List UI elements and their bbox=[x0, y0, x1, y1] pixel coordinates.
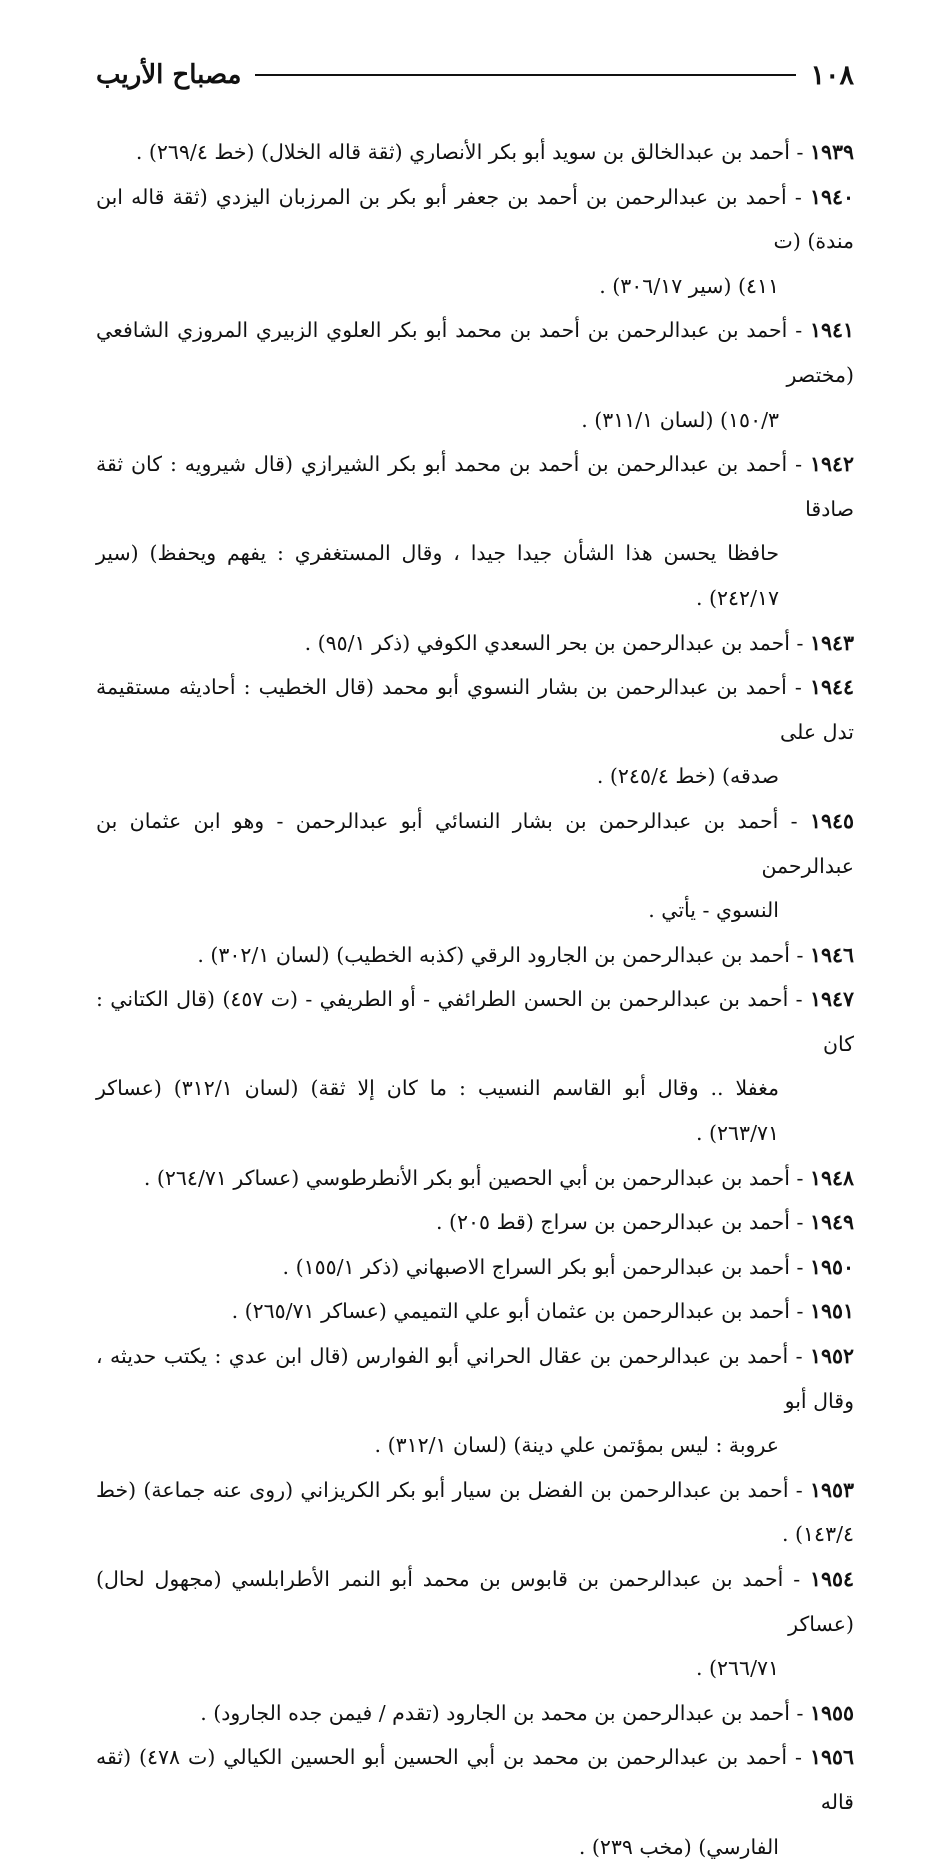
entry-number: ١٩٥٦ bbox=[809, 1745, 854, 1770]
entry-dash: - bbox=[789, 1165, 810, 1190]
entry-number: ١٩٥٤ bbox=[809, 1567, 854, 1591]
entry bbox=[96, 1557, 854, 1691]
entry-dash: - bbox=[787, 318, 810, 343]
entry bbox=[96, 442, 854, 620]
entry-dash: - bbox=[788, 987, 810, 1012]
entry-dash: - bbox=[787, 1745, 810, 1770]
page-number: ١٠٨ bbox=[810, 59, 854, 91]
entry-text: أحمد بن عبدالرحمن بن أحمد بن محمد أبو بكر العلوي الزبيري المروزي الشافعي (مختصر bbox=[96, 318, 854, 387]
page-header bbox=[96, 52, 854, 98]
entry-continuation: الفارسي) (مخب ٢٣٩) . bbox=[578, 1834, 779, 1859]
entry-text: أحمد بن عبدالرحمن بن الفضل بن سيار أبو بكر الكريزاني (روى عنه جماعة) (خط ١٤٣/٤) . bbox=[96, 1477, 854, 1547]
entry bbox=[96, 1245, 854, 1290]
entry-text: أحمد بن عبدالرحمن أبو بكر السراج الاصبهاني (ذكر ١٥٥/١) . bbox=[282, 1254, 790, 1279]
entry bbox=[96, 977, 854, 1155]
entry bbox=[96, 130, 854, 175]
entry-text: أحمد بن عبدالرحمن بن سراج (قط ٢٠٥) . bbox=[435, 1210, 790, 1235]
entry-continuation: عروبة : ليس بمؤتمن علي دينة) (لسان ٣١٢/١) . bbox=[374, 1433, 779, 1458]
entry-text: أحمد بن عبدالرحمن بن محمد بن أبي الحسين أبو الحسين الكيالي (ت ٤٧٨) (ثقه قاله bbox=[96, 1745, 854, 1814]
entry-number: ١٩٥٠ bbox=[809, 1254, 854, 1279]
entry bbox=[96, 1200, 854, 1245]
entry-continuation: صدقه) (خط ٢٤٥/٤) . bbox=[596, 764, 779, 789]
entry bbox=[96, 665, 854, 799]
entry-number: ١٩٤٠ bbox=[809, 184, 854, 209]
entry-dash: - bbox=[789, 1700, 810, 1725]
entry-dash: - bbox=[787, 452, 810, 477]
entry-text: أحمد بن عبدالرحمن بن عثمان أبو علي التميمي (عساكر ٢٦٥/٧١) . bbox=[231, 1299, 790, 1324]
entry-text: أحمد بن عبدالرحمن بن بشار النسوي أبو محمد (قال الخطيب : أحاديثه مستقيمة تدل على bbox=[96, 675, 854, 744]
entry-number: ١٩٣٩ bbox=[809, 140, 854, 164]
entry-number: ١٩٤٢ bbox=[809, 452, 854, 477]
entry bbox=[96, 175, 854, 309]
entry-continuation: ١٥٠/٣) (لسان ٣١١/١) . bbox=[581, 407, 779, 432]
entry-dash: - bbox=[788, 1477, 810, 1502]
entry-number: ١٩٤٦ bbox=[809, 942, 854, 967]
entry bbox=[96, 799, 854, 933]
entry-dash: - bbox=[789, 1299, 810, 1324]
entry-continuation: مغفلا .. وقال أبو القاسم النسيب : ما كان إلا ثقة) (لسان ٣١٢/١) (عساكر ٢٦٣/٧١) . bbox=[96, 1076, 779, 1146]
entry bbox=[96, 1156, 854, 1201]
entry bbox=[96, 1691, 854, 1736]
entry-number: ١٩٤٩ bbox=[809, 1210, 854, 1235]
entry bbox=[96, 308, 854, 442]
entry-number: ١٩٥٣ bbox=[809, 1477, 854, 1502]
entry-text: أحمد بن عبدالرحمن بن أحمد بن محمد أبو بكر الشيرازي (قال شيرويه : كان ثقة صادقا bbox=[96, 452, 854, 521]
entry-number: ١٩٤٧ bbox=[809, 987, 854, 1012]
entry-list bbox=[96, 130, 854, 1869]
entry-number: ١٩٥٢ bbox=[809, 1344, 854, 1369]
entry-dash: - bbox=[788, 1344, 810, 1369]
entry-number: ١٩٤٥ bbox=[809, 808, 854, 833]
entry-continuation: النسوي - يأتي . bbox=[648, 898, 779, 923]
entry-continuation: حافظا يحسن هذا الشأن جيدا جيدا ، وقال المستغفري : يفهم ويحفظ) (سير ٢٤٢/١٧) . bbox=[96, 541, 779, 610]
entry-number: ١٩٤٤ bbox=[809, 675, 854, 700]
entry-dash: - bbox=[786, 184, 810, 209]
entry bbox=[96, 1468, 854, 1557]
entry-dash: - bbox=[789, 630, 810, 655]
entry-text: أحمد بن عبدالرحمن بن بشار النسائي أبو عبدالرحمن - وهو ابن عثمان بن عبدالرحمن bbox=[96, 808, 854, 878]
entry-text: أحمد بن عبدالرحمن بن الحسن الطرائفي - أو الطريفي - (ت ٤٥٧) (قال الكتاني : كان bbox=[96, 987, 854, 1056]
entry bbox=[96, 1735, 854, 1869]
entry-text: أحمد بن عبدالرحمن بن محمد بن الجارود (تقدم / فيمن جده الجارود) . bbox=[200, 1700, 790, 1725]
entry-number: ١٩٤١ bbox=[809, 318, 854, 343]
entry bbox=[96, 621, 854, 666]
entry-text: أحمد بن عبدالرحمن بن بحر السعدي الكوفي (ذكر ٩٥/١) . bbox=[304, 630, 790, 655]
entry-dash: - bbox=[789, 1210, 810, 1235]
entry-text: أحمد بن عبدالرحمن بن أبي الحصين أبو بكر الأنطرطوسي (عساكر ٢٦٤/٧١) . bbox=[143, 1165, 790, 1190]
entry-text: أحمد بن عبدالخالق بن سويد أبو بكر الأنصاري (ثقة قاله الخلال) (خط ٢٦٩/٤) . bbox=[135, 140, 790, 164]
entry-number: ١٩٥٥ bbox=[809, 1700, 854, 1725]
entry-dash: - bbox=[789, 942, 810, 967]
entry-number: ١٩٤٣ bbox=[809, 630, 854, 655]
entry-text: أحمد بن عبدالرحمن بن أحمد بن جعفر أبو بكر بن المرزبان اليزدي (ثقة قاله ابن مندة) (ت bbox=[96, 184, 854, 254]
entry-number: ١٩٤٨ bbox=[809, 1165, 854, 1190]
entry-dash: - bbox=[786, 675, 810, 700]
entry-text: أحمد بن عبدالرحمن بن الجارود الرقي (كذبه الخطيب) (لسان ٣٠٢/١) . bbox=[197, 942, 790, 967]
entry-continuation: ٢٦٦/٧١) . bbox=[696, 1656, 779, 1681]
entry-continuation: ٤١١) (سير ٣٠٦/١٧) . bbox=[599, 273, 779, 298]
entry-dash: - bbox=[783, 1567, 810, 1591]
entry-number: ١٩٥١ bbox=[809, 1299, 854, 1324]
entry-text: أحمد بن عبدالرحمن بن عقال الحراني أبو الفوارس (قال ابن عدي : يكتب حديثه ، وقال أبو bbox=[96, 1344, 854, 1413]
header-rule bbox=[255, 74, 796, 76]
entry-dash: - bbox=[789, 140, 810, 164]
entry-dash: - bbox=[789, 1254, 810, 1279]
running-title: مصباح الأريب bbox=[96, 60, 242, 90]
entry bbox=[96, 1334, 854, 1468]
entry bbox=[96, 933, 854, 978]
entry-dash: - bbox=[778, 808, 810, 833]
entry-text: أحمد بن عبدالرحمن بن قابوس بن محمد أبو النمر الأطرابلسي (مجهول لحال) (عساكر bbox=[96, 1567, 854, 1636]
entry bbox=[96, 1289, 854, 1334]
